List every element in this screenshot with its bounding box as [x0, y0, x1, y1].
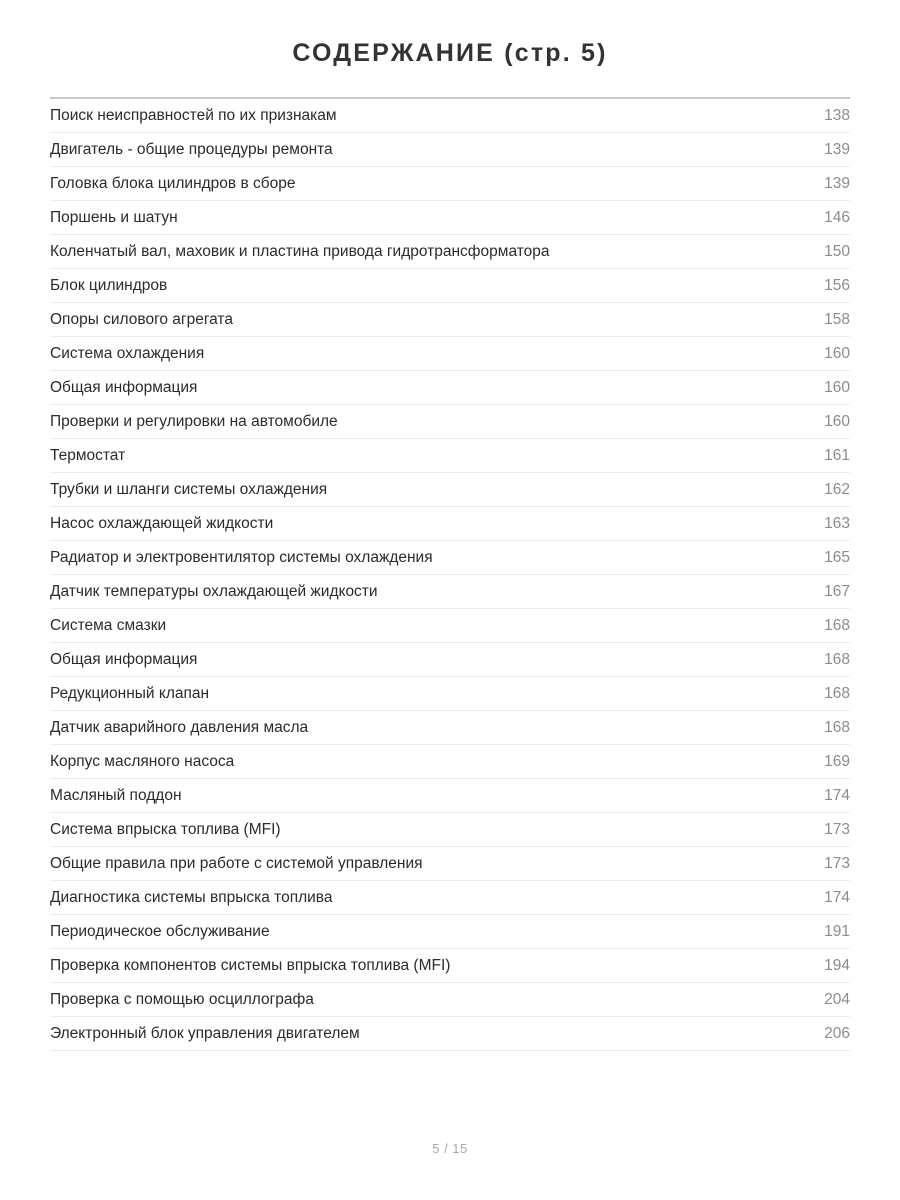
toc-entry[interactable] [50, 507, 850, 541]
toc-entry-page-number: 160 [824, 413, 850, 430]
toc-entry[interactable] [50, 983, 850, 1017]
toc-entry-page-number: 160 [824, 379, 850, 396]
toc-entry-page-number: 146 [824, 209, 850, 226]
toc-entry[interactable] [50, 371, 850, 405]
toc-entry[interactable] [50, 711, 850, 745]
toc-entry-title: Поршень и шатун [50, 209, 178, 226]
toc-entry-page-number: 139 [824, 141, 850, 158]
toc-entry-page-number: 167 [824, 583, 850, 600]
toc-entry-title: Проверка с помощью осциллографа [50, 991, 314, 1008]
toc-entry-title: Термостат [50, 447, 126, 464]
toc-entry-page-number: 169 [824, 753, 850, 770]
toc-entry-page-number: 204 [824, 991, 850, 1008]
toc-entry[interactable] [50, 949, 850, 983]
toc-entry-title: Коленчатый вал, маховик и пластина привода гидротрансформатора [50, 243, 550, 260]
toc-entry-title: Диагностика системы впрыска топлива [50, 889, 333, 906]
toc-entry-title: Опоры силового агрегата [50, 311, 233, 328]
page-title: СОДЕРЖАНИЕ (стр. 5) [292, 39, 608, 67]
toc-entry-title: Насос охлаждающей жидкости [50, 515, 274, 532]
toc-entry[interactable] [50, 677, 850, 711]
toc-entry[interactable] [50, 1017, 850, 1051]
toc-entry[interactable] [50, 575, 850, 609]
toc-header [0, 0, 900, 99]
toc-entry-title: Блок цилиндров [50, 277, 168, 294]
toc-entry-page-number: 173 [824, 821, 850, 838]
toc-entry-page-number: 173 [824, 855, 850, 872]
toc-entry[interactable] [50, 813, 850, 847]
toc-entry-title: Двигатель - общие процедуры ремонта [50, 141, 333, 158]
toc-entry-title: Система охлаждения [50, 345, 205, 362]
toc-entry-title: Периодическое обслуживание [50, 923, 270, 940]
toc-entry[interactable] [50, 541, 850, 575]
toc-entry-page-number: 156 [824, 277, 850, 294]
toc-entry[interactable] [50, 847, 850, 881]
toc-entry-title: Система смазки [50, 617, 167, 634]
toc-entry-page-number: 206 [824, 1025, 850, 1042]
toc-entry[interactable] [50, 881, 850, 915]
toc-entry-title: Электронный блок управления двигателем [50, 1025, 360, 1042]
toc-entry[interactable] [50, 609, 850, 643]
toc-entry-page-number: 174 [824, 787, 850, 804]
toc-entry-title: Головка блока цилиндров в сборе [50, 175, 296, 192]
toc-entry-page-number: 174 [824, 889, 850, 906]
toc-entry[interactable] [50, 133, 850, 167]
page-footer [0, 1140, 900, 1158]
toc-entry-title: Общие правила при работе с системой управления [50, 855, 423, 872]
toc-entry[interactable] [50, 337, 850, 371]
toc-entry-title: Радиатор и электровентилятор системы охлаждения [50, 549, 433, 566]
toc-entry-page-number: 138 [824, 107, 850, 124]
footer-pagination: 5 / 15 [432, 1141, 468, 1156]
toc-entry[interactable] [50, 269, 850, 303]
toc-entry-page-number: 165 [824, 549, 850, 566]
toc-entry-title: Общая информация [50, 651, 198, 668]
toc-entry-title: Редукционный клапан [50, 685, 210, 702]
toc-entry-page-number: 150 [824, 243, 850, 260]
toc-entry-page-number: 194 [824, 957, 850, 974]
toc-entry-title: Проверка компонентов системы впрыска топлива (MFI) [50, 957, 451, 974]
toc-entry-page-number: 158 [824, 311, 850, 328]
toc-entry[interactable] [50, 745, 850, 779]
toc-entry-page-number: 168 [824, 719, 850, 736]
toc-entry-title: Корпус масляного насоса [50, 753, 235, 770]
toc-entry[interactable] [50, 779, 850, 813]
toc-entry-title: Датчик температуры охлаждающей жидкости [50, 583, 378, 600]
toc-entry[interactable] [50, 915, 850, 949]
toc-entry[interactable] [50, 643, 850, 677]
toc-entry[interactable] [50, 405, 850, 439]
toc-entry-title: Поиск неисправностей по их признакам [50, 107, 337, 124]
toc-entry-title: Датчик аварийного давления масла [50, 719, 309, 736]
toc-entry[interactable] [50, 235, 850, 269]
toc-entry-page-number: 168 [824, 617, 850, 634]
toc-entry-title: Масляный поддон [50, 787, 182, 804]
toc-entry[interactable] [50, 473, 850, 507]
toc-entry-page-number: 168 [824, 685, 850, 702]
toc-entry-page-number: 163 [824, 515, 850, 532]
toc-entry-page-number: 162 [824, 481, 850, 498]
toc-entry[interactable] [50, 201, 850, 235]
toc-entry[interactable] [50, 439, 850, 473]
toc-entry-page-number: 160 [824, 345, 850, 362]
toc-entry-title: Проверки и регулировки на автомобиле [50, 413, 338, 430]
toc-entry-page-number: 161 [824, 447, 850, 464]
toc-entry-title: Трубки и шланги системы охлаждения [50, 481, 328, 498]
toc-entry[interactable] [50, 99, 850, 133]
toc-entry-title: Общая информация [50, 379, 198, 396]
toc-entry-page-number: 168 [824, 651, 850, 668]
toc-entry[interactable] [50, 303, 850, 337]
toc-entry-page-number: 191 [824, 923, 850, 940]
toc-entry-list [0, 99, 900, 1051]
toc-entry-page-number: 139 [824, 175, 850, 192]
toc-entry[interactable] [50, 167, 850, 201]
toc-entry-title: Система впрыска топлива (MFI) [50, 821, 281, 838]
